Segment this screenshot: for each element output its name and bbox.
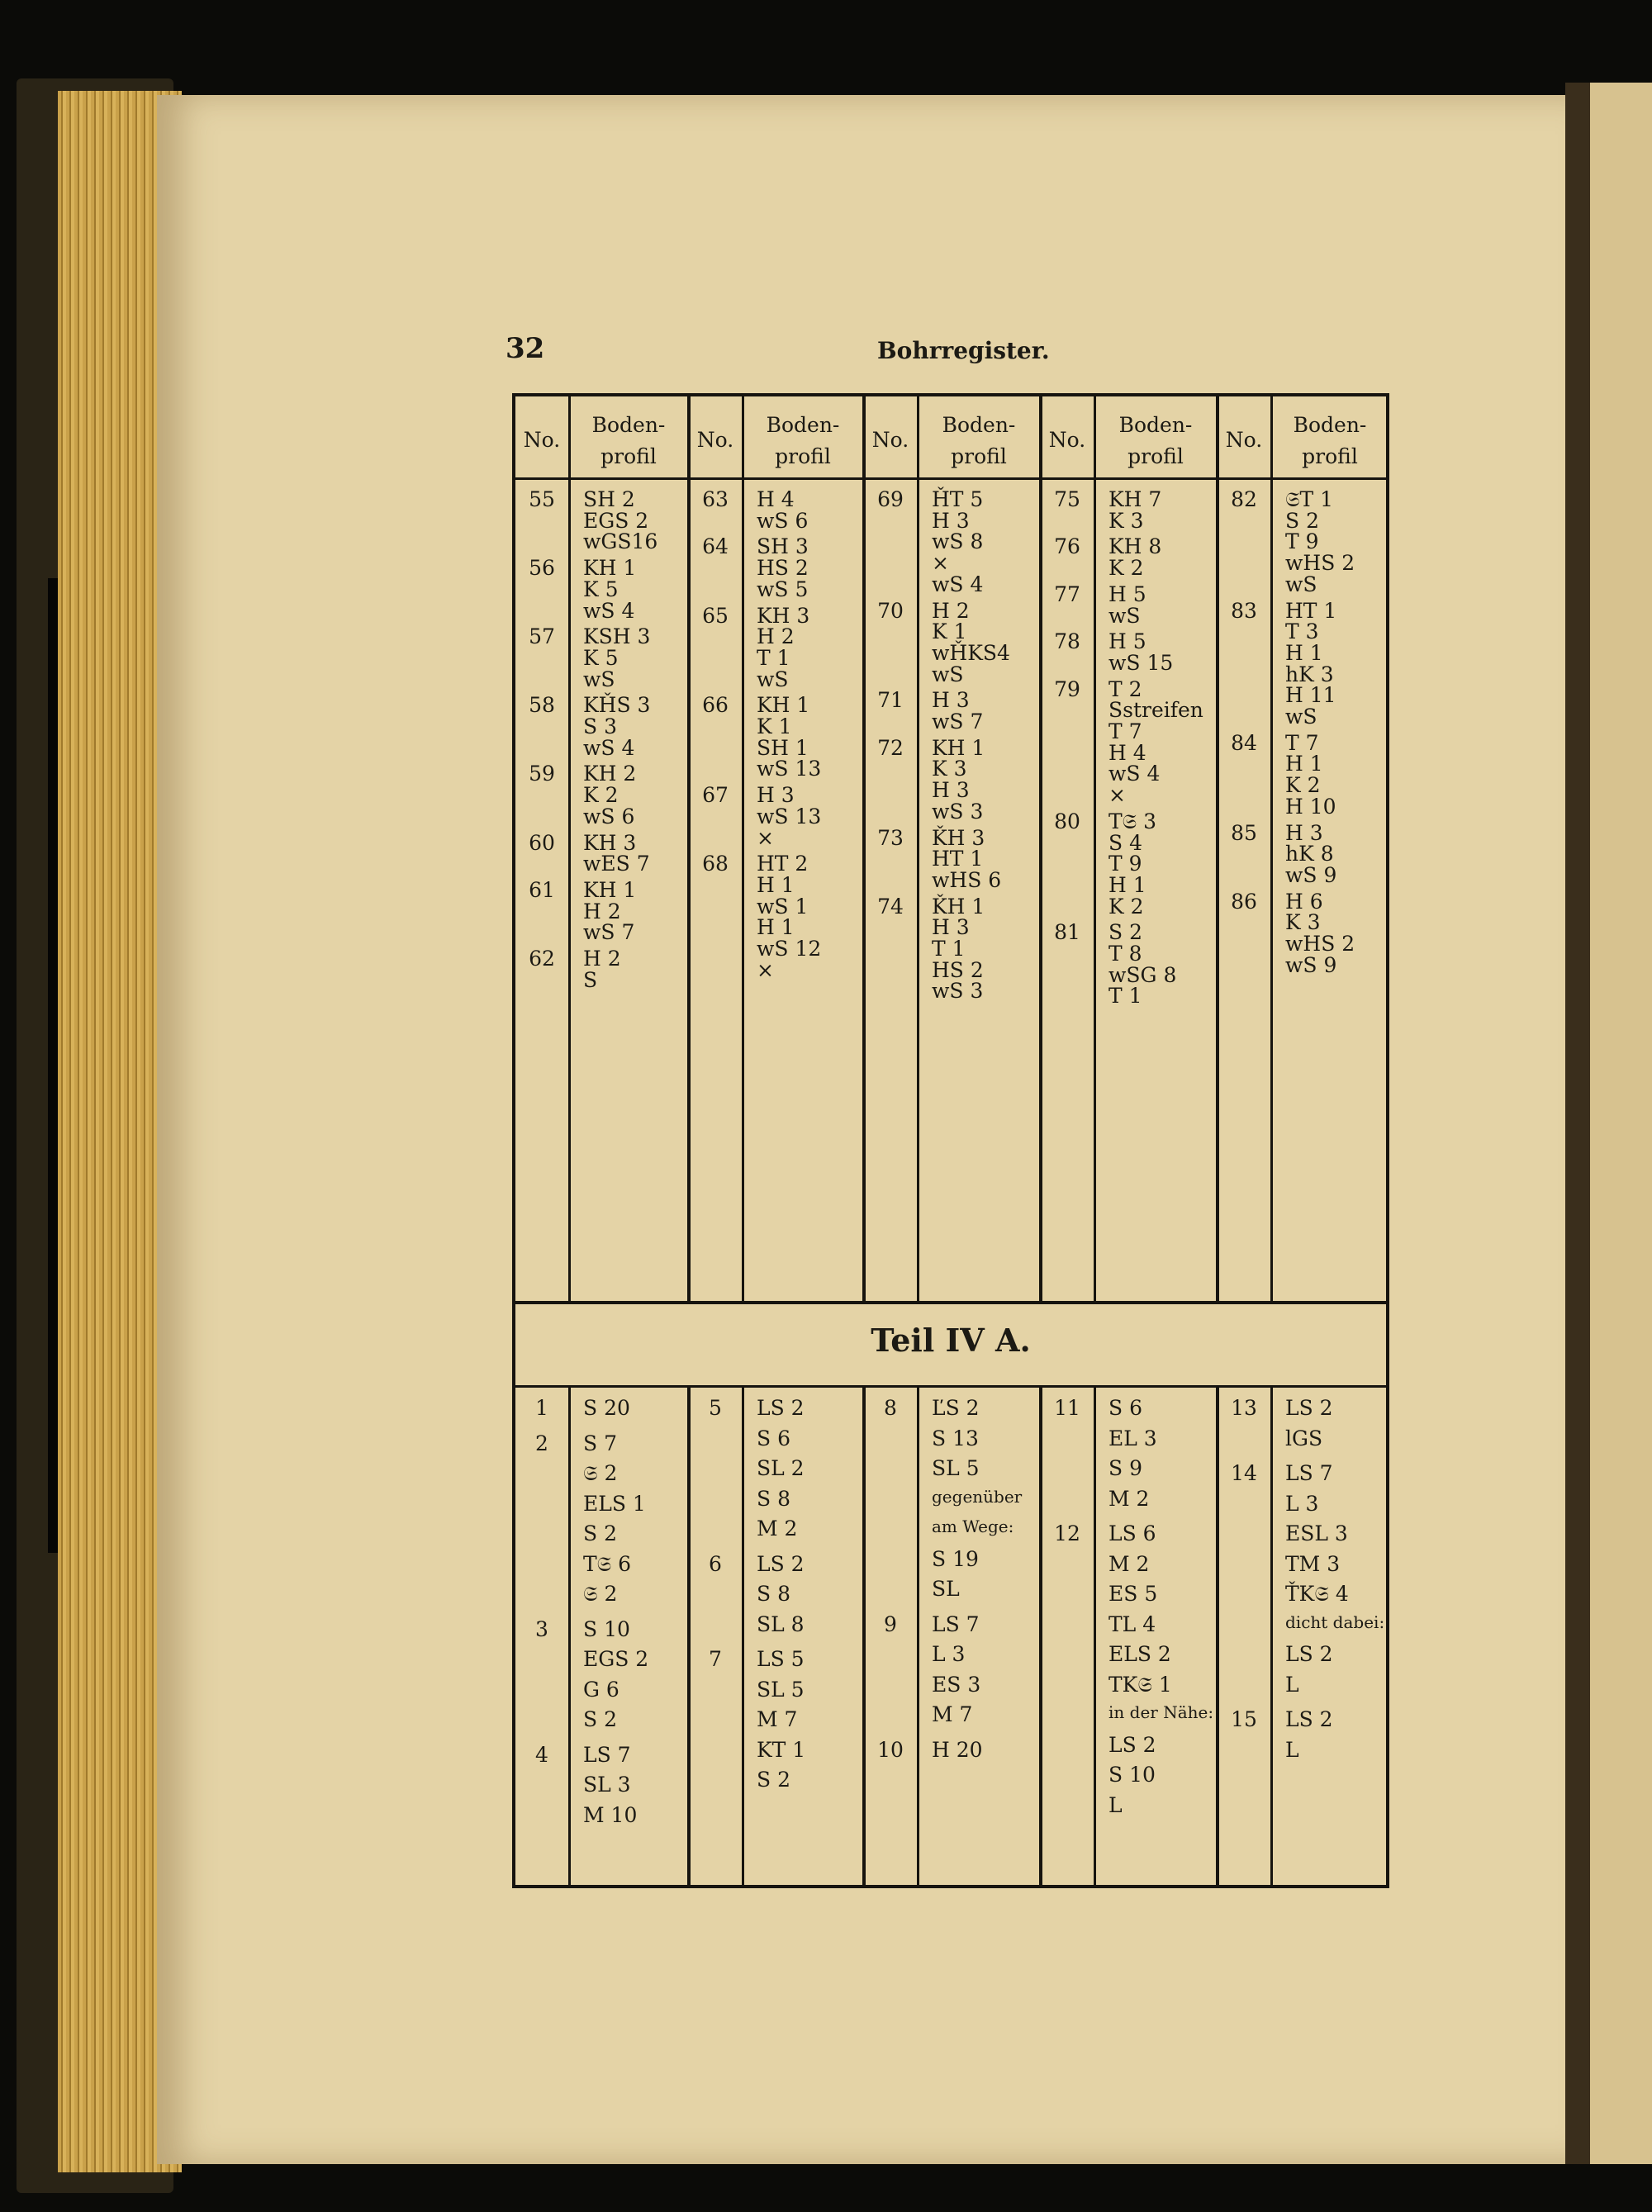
profile-line: T 1 [1108,984,1142,1009]
profile-line: S 13 [932,1426,979,1450]
profile-line: wS 13 [757,757,822,781]
profile-line: wS 4 [583,735,635,760]
profile-line: KH 8 [1108,534,1162,559]
profile-line: wS [757,667,789,691]
profile-line: HS 2 [757,556,809,581]
profile-line: SL 2 [757,1456,805,1480]
profile-line: K 5 [583,645,619,670]
entry-number: 13 [1231,1396,1257,1420]
profile-line: T 1 [757,645,790,670]
profile-line: S 7 [583,1431,617,1455]
header-bodenprofil [1270,410,1389,472]
entry-number: 67 [702,783,729,808]
profile-line: LS 6 [1108,1521,1156,1545]
profile-line: M 7 [932,1702,973,1726]
profile-line: T 1 [932,937,966,961]
no-divider [1094,1388,1096,1885]
no-divider [1270,1388,1273,1885]
profile-line: S 8 [757,1486,790,1511]
profile-line: H 3 [932,915,970,940]
profile-line: LS 7 [1285,1461,1333,1485]
header-bodenprofil-line2: profil [1302,444,1358,468]
header-bodenprofil-line2: profil [775,444,831,468]
profile-line: ǨH 1 [932,894,985,919]
register-table [512,393,1389,1888]
profile-line: EGS 2 [583,1647,649,1671]
profile-line: LS 7 [583,1742,631,1767]
entry-number: 85 [1231,820,1257,845]
entry-number: 61 [529,877,555,902]
header-bodenprofil-line2: profil [1127,444,1184,468]
profile-line: K 5 [583,577,619,601]
entry-number: 82 [1231,487,1257,511]
entry-number: 86 [1231,889,1257,914]
profile-line: S 4 [1108,830,1142,855]
profile-line: wS 4 [1108,762,1161,786]
profile-line: KH 1 [932,735,985,760]
profile-line: H 1 [1108,872,1146,897]
profile-line: SL 3 [583,1773,631,1797]
header-no: No. [871,428,909,452]
no-divider [742,396,744,1303]
profile-line: wS 3 [932,799,984,824]
profile-line: T 2 [1108,676,1142,701]
entry-number: 81 [1054,920,1080,945]
profile-line: S 6 [757,1426,790,1450]
profile-line: wS 4 [583,598,635,623]
profile-line: dicht dabei: [1285,1612,1385,1632]
no-divider [1094,396,1096,1303]
table-rule [515,1301,1386,1304]
profile-line: wS 9 [1285,952,1337,977]
profile-line: wS 7 [583,920,635,945]
profile-line: KSH 3 [583,624,651,649]
header-bodenprofil-line1: Boden- [942,413,1016,437]
profile-line: × [932,551,949,576]
entry-number: 84 [1231,730,1257,755]
header-no: No. [1225,428,1263,452]
profile-line: S 10 [1108,1763,1156,1787]
profile-line: KH 1 [757,693,810,718]
no-divider [1270,396,1273,1303]
profile-line: wHS 2 [1285,551,1355,576]
entry-number: 59 [529,762,555,786]
profile-line: wGS16 [583,529,658,554]
profile-line: wȞKS4 [932,640,1010,665]
profile-line: H 3 [932,508,970,533]
profile-line: H 11 [1285,683,1336,708]
facing-page [1590,83,1652,2164]
profile-line: wS 6 [583,804,635,828]
profile-line: L [1285,1737,1299,1762]
profile-line: wES 7 [583,852,650,876]
entry-number: 57 [529,624,555,649]
profile-line: S 2 [757,1768,790,1792]
profile-line: L [1108,1792,1123,1817]
profile-line: KH 1 [583,556,637,581]
profile-line: T 7 [1285,730,1319,755]
profile-line: K 2 [583,783,619,808]
profile-line: T 8 [1108,942,1142,966]
gutter [1565,83,1590,2164]
running-head: Bohrregister. [877,337,1050,364]
profile-line: KH 3 [757,603,810,628]
entry-number: 58 [529,693,555,718]
profile-line: T𝔖 6 [583,1551,632,1576]
profile-line: ELS 2 [1108,1642,1171,1666]
profile-line: wS 8 [932,529,984,554]
entry-number: 73 [877,825,904,850]
profile-line: lGS [1285,1426,1323,1450]
entry-number: 56 [529,556,555,581]
header-bodenprofil-line1: Boden- [1293,413,1367,437]
profile-line: wSG 8 [1108,962,1177,987]
entry-number: 11 [1054,1396,1080,1420]
profile-line: H 2 [932,598,970,623]
profile-line: × [1108,783,1126,808]
profile-line: K 1 [932,619,967,644]
entry-number: 75 [1054,487,1080,511]
profile-line: G 6 [583,1677,620,1702]
profile-line: HS 2 [932,957,984,982]
profile-line: H 3 [757,783,795,808]
profile-line: K 2 [1108,894,1144,919]
profile-line: wS 4 [932,572,984,596]
profile-line: LS 2 [757,1551,805,1576]
profile-line: L [1285,1672,1299,1697]
profile-line: ŤK𝔖 4 [1285,1582,1349,1606]
profile-line: S [583,967,598,992]
profile-line: H 5 [1108,629,1146,654]
profile-line: ES 3 [932,1672,981,1697]
profile-line: 𝔖T 1 [1285,487,1334,511]
profile-line: SH 1 [757,735,809,760]
profile-line: K 1 [757,714,792,738]
header-bodenprofil [742,410,864,472]
group-divider [862,396,866,1303]
profile-line: wS 13 [757,804,822,828]
header-bodenprofil-line1: Boden- [591,413,666,437]
page-number: 32 [506,332,545,365]
profile-line: ES 5 [1108,1582,1158,1606]
entry-number: 6 [709,1551,722,1576]
group-divider [687,1388,691,1885]
profile-line: S 6 [1108,1396,1142,1420]
profile-line: am Wege: [932,1517,1014,1536]
profile-line: K 3 [932,757,967,781]
profile-line: T 9 [1108,852,1142,876]
header-no: No. [523,428,561,452]
profile-line: H 3 [1285,820,1323,845]
group-divider [687,396,691,1303]
profile-line: EGS 2 [583,508,649,533]
profile-line: S 9 [1108,1456,1142,1480]
profile-line: H 1 [757,915,795,940]
no-divider [568,396,571,1303]
header-bodenprofil [568,410,689,472]
profile-line: ELS 1 [583,1491,646,1516]
profile-line: KH 7 [1108,487,1162,511]
profile-line: wS [1108,603,1141,628]
profile-line: TM 3 [1285,1551,1341,1576]
table-rule [515,1385,1386,1388]
profile-line: TL 4 [1108,1612,1156,1636]
profile-line: H 3 [932,688,970,713]
group-divider [862,1388,866,1885]
profile-line: KH 1 [583,877,637,902]
entry-number: 60 [529,830,555,855]
profile-line: K 2 [1108,556,1144,581]
entry-number: 78 [1054,629,1080,654]
entry-number: 7 [709,1647,722,1671]
entry-number: 63 [702,487,729,511]
profile-line: KH 2 [583,762,637,786]
profile-line: wS 7 [932,710,984,733]
profile-line: SL 8 [757,1612,805,1636]
profile-line: hK 3 [1285,662,1334,686]
profile-line: wS 3 [932,979,984,1004]
entry-number: 15 [1231,1707,1257,1731]
profile-line: H 2 [583,947,621,971]
entry-number: 62 [529,947,555,971]
entry-number: 69 [877,487,904,511]
profile-line: M 10 [583,1802,638,1827]
profile-line: ĽS 2 [932,1396,980,1420]
table-rule [515,477,1386,480]
group-divider [1039,1388,1042,1885]
profile-line: ȞT 5 [932,487,984,511]
profile-line: LS 2 [757,1396,805,1420]
profile-line: hK 8 [1285,842,1334,866]
profile-line: H 4 [757,487,795,511]
header-bodenprofil [1094,410,1218,472]
profile-line: LS 2 [1285,1642,1333,1666]
profile-line: LS 5 [757,1647,805,1671]
profile-line: M 2 [1108,1551,1150,1576]
profile-line: ESL 3 [1285,1521,1348,1545]
profile-line: wS 12 [757,937,822,961]
header-no: No. [1048,428,1086,452]
profile-line: H 5 [1108,581,1146,606]
profile-line: K 3 [1285,910,1321,935]
entry-number: 1 [535,1396,548,1420]
profile-line: LS 2 [1285,1707,1333,1731]
profile-line: M 2 [1108,1486,1150,1511]
entry-number: 2 [535,1431,548,1455]
no-divider [917,396,919,1303]
entry-number: 65 [702,603,729,628]
profile-line: S 8 [757,1582,790,1606]
profile-line: in der Nähe: [1108,1702,1214,1722]
header-bodenprofil-line2: profil [601,444,657,468]
profile-line: 𝔖 2 [583,1582,618,1606]
profile-line: EL 3 [1108,1426,1157,1450]
profile-line: T𝔖 3 [1108,809,1157,833]
group-divider [1216,396,1219,1303]
entry-number: 66 [702,693,729,718]
entry-number: 10 [877,1737,904,1762]
profile-line: H 3 [932,778,970,803]
profile-line: wS [1285,572,1317,596]
profile-line: HT 2 [757,852,809,876]
entry-number: 80 [1054,809,1080,833]
entry-number: 12 [1054,1521,1080,1545]
profile-line: × [757,825,774,850]
profile-line: SL 5 [932,1456,980,1480]
profile-line: H 1 [757,872,795,897]
profile-line: SH 3 [757,534,809,559]
entry-number: 72 [877,735,904,760]
profile-line: S 2 [583,1521,617,1545]
entry-number: 14 [1231,1461,1257,1485]
profile-line: wHS 6 [932,867,1002,892]
profile-line: SL 5 [757,1677,805,1702]
profile-line: wHS 2 [1285,932,1355,956]
profile-line: M 7 [757,1707,798,1731]
binding-strip [48,578,58,1553]
entry-number: 55 [529,487,555,511]
entry-number: 83 [1231,598,1257,623]
profile-line: H 6 [1285,889,1323,914]
entry-number: 68 [702,852,729,876]
profile-line: S 3 [583,714,617,738]
profile-line: × [757,957,774,982]
profile-line: HT 1 [932,847,984,871]
header-bodenprofil-line1: Boden- [766,413,840,437]
profile-line: T 3 [1285,619,1319,644]
profile-line: H 20 [932,1737,983,1762]
entry-number: 5 [709,1396,722,1420]
no-divider [568,1388,571,1885]
profile-line: S 10 [583,1616,630,1641]
profile-line: H 1 [1285,752,1323,776]
profile-line: L 3 [1285,1491,1319,1516]
profile-line: wS [583,667,615,691]
profile-line: 𝔖 2 [583,1461,618,1485]
no-divider [742,1388,744,1885]
profile-line: wS [1285,705,1317,729]
entry-number: 79 [1054,676,1080,701]
profile-line: H 1 [1285,640,1323,665]
profile-line: KȞS 3 [583,693,651,718]
profile-line: H 2 [583,899,621,923]
profile-line: KT 1 [757,1737,806,1762]
profile-line: K 2 [1285,773,1321,798]
profile-line: LS 7 [932,1612,980,1636]
profile-line: H 10 [1285,794,1336,819]
profile-line: S 19 [932,1546,979,1571]
profile-line: L 3 [932,1642,966,1666]
profile-line: M 2 [757,1517,798,1540]
entry-number: 3 [535,1616,548,1641]
entry-number: 4 [535,1742,548,1767]
profile-line: T 9 [1285,529,1319,554]
profile-line: S 2 [583,1707,617,1731]
profile-line: SH 2 [583,487,635,511]
profile-line: ǨH 3 [932,825,985,850]
profile-line: wS 6 [757,508,809,533]
profile-line: TK𝔖 1 [1108,1672,1172,1697]
profile-line: S 2 [1285,508,1319,533]
profile-line: H 2 [757,624,795,649]
profile-line: wS [932,662,964,686]
entry-number: 76 [1054,534,1080,559]
section-title: Teil IV A. [871,1322,1031,1359]
profile-line: wS 15 [1108,650,1174,675]
header-bodenprofil-line1: Boden- [1118,413,1193,437]
entry-number: 71 [877,688,904,713]
profile-line: gegenüber [932,1486,1023,1507]
header-bodenprofil-line2: profil [951,444,1007,468]
entry-number: 70 [877,598,904,623]
group-divider [1039,396,1042,1303]
entry-number: 64 [702,534,729,559]
no-divider [917,1388,919,1885]
profile-line: H 4 [1108,740,1146,765]
profile-line: wS 5 [757,577,809,601]
header-no: No. [696,428,734,452]
header-bodenprofil [917,410,1041,472]
profile-line: HT 1 [1285,598,1337,623]
entry-number: 77 [1054,581,1080,606]
profile-line: wS 9 [1285,862,1337,887]
profile-line: Sstreifen [1108,698,1203,723]
profile-line: LS 2 [1285,1396,1333,1420]
profile-line: LS 2 [1108,1732,1156,1757]
profile-line: KH 3 [583,830,637,855]
profile-line: S 20 [583,1396,630,1420]
profile-line: wS 1 [757,894,809,919]
profile-line: S 2 [1108,920,1142,945]
profile-line: K 3 [1108,508,1144,533]
profile-line: T 7 [1108,719,1142,743]
entry-number: 8 [884,1396,897,1420]
entry-number: 74 [877,894,904,919]
entry-number: 9 [884,1612,897,1636]
profile-line: SL [932,1577,960,1601]
